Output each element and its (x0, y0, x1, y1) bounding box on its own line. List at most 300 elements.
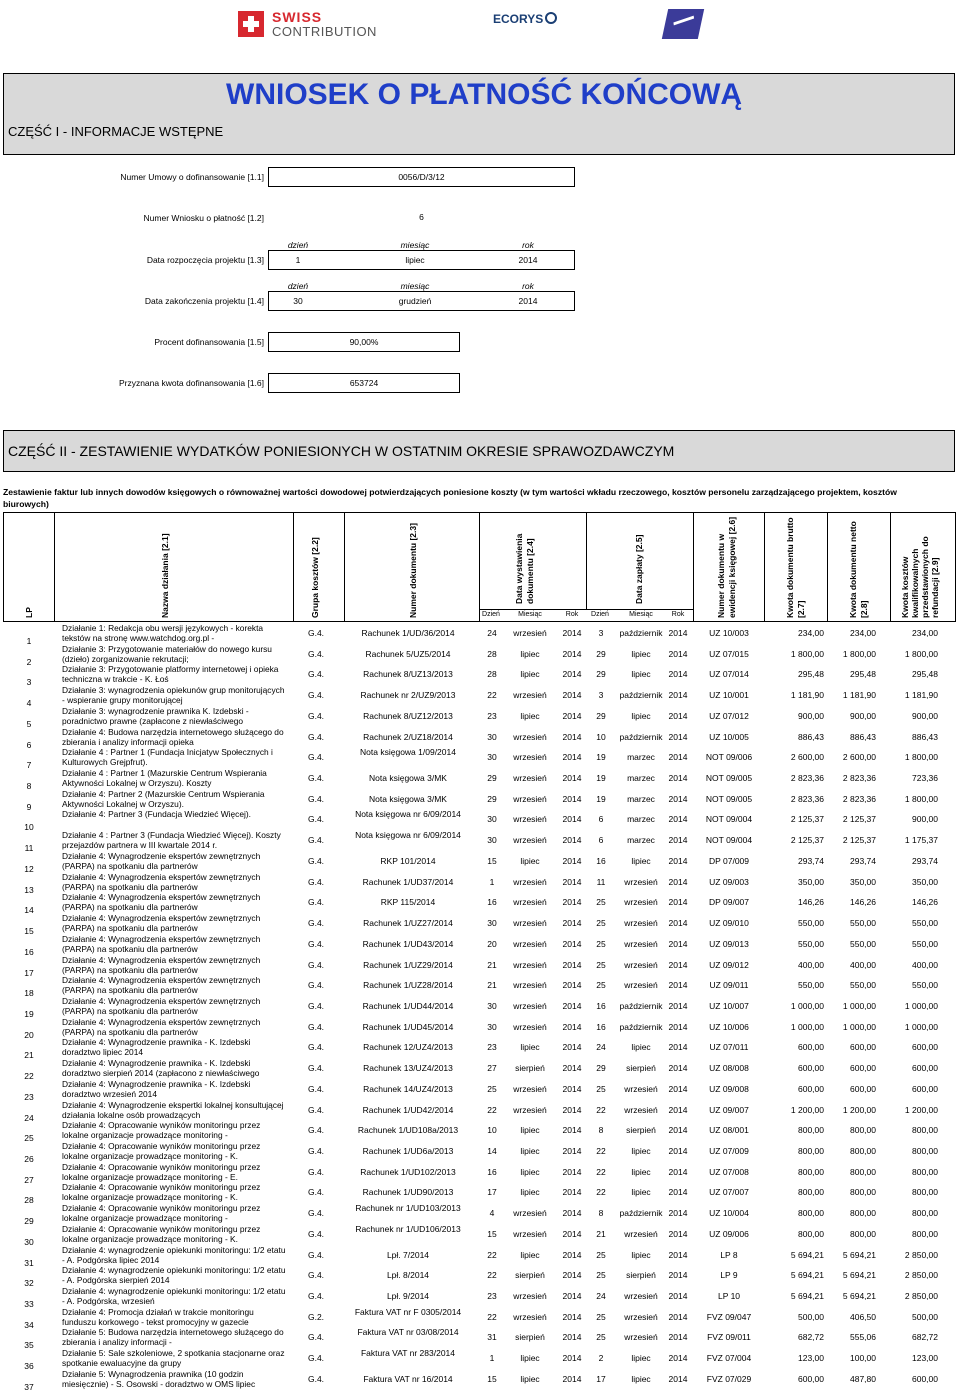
row-net: 800,00 (850, 1146, 876, 1156)
row-gross: 293,74 (798, 855, 824, 866)
row-group: G.4. (307, 1291, 325, 1302)
row-group: G.4. (307, 897, 325, 908)
row-issue-month: wrzesień (513, 1104, 547, 1115)
row-group: G.4. (307, 731, 325, 742)
row-pay-month: lipiec (631, 648, 651, 659)
row-net: 600,00 (850, 1063, 876, 1074)
row-pay-day: 16 (596, 1021, 606, 1032)
header-lp: LP (24, 607, 34, 618)
row-issue-month: wrzesień (513, 897, 547, 908)
swiss-logo-text: SWISS (272, 9, 323, 25)
row-lp: 23 (24, 1091, 34, 1102)
end-day-caption: dzień (287, 281, 309, 291)
row-name: Działanie 4: Wynagrodzenie prawnika - K. Izdebski doradztwo wrzesień 2014 (62, 1078, 251, 1099)
row-name: Działanie 5: Wynagrodzenia prawnika (10 godzin miesięcznie) - S. Osowski - doradztwo w OMS lipiec (62, 1368, 256, 1389)
row-pay-day: 24 (596, 1291, 606, 1302)
row-issue-month: lipiec (520, 1249, 540, 1260)
row-eligible: 800,00 (912, 1228, 938, 1239)
row-issue-day: 22 (487, 1311, 497, 1322)
row-issue-month: wrzesień (513, 1000, 547, 1011)
header-eligible: Kwota kosztów kwalifikowalnych przedstawionych do refundacji [2.9] (900, 536, 940, 618)
row-net: 146,26 (850, 897, 876, 908)
row-issue-month: lipiec (520, 1353, 540, 1364)
wniosek-field[interactable]: 6 (419, 212, 424, 222)
row-issue-year: 2014 (562, 1021, 582, 1032)
row-issue-day: 30 (487, 731, 497, 742)
row-name: Działanie 1: Redakcja obu wersji językowych - korekta tekstów na stronę www.watchdog.org.pl - (62, 623, 264, 643)
row-group: G.4. (307, 1373, 325, 1384)
end-month: grudzień (398, 296, 432, 306)
row-pay-day: 25 (596, 1332, 606, 1343)
row-issue-day: 17 (487, 1187, 497, 1198)
row-name: Działanie 5: Budowa narzędzia internetowego służącego do zbierania i analizy informacji - (62, 1327, 284, 1348)
row-gross: 2 125,37 (790, 814, 824, 825)
row-issue-month: wrzesień (513, 1083, 547, 1094)
row-pay-day: 29 (596, 648, 606, 659)
table-row (0, 830, 960, 854)
sub-pay-month: Miesiąc (629, 611, 653, 618)
row-doc: Nota księgowa 3/MK (369, 773, 447, 784)
row-pay-day: 25 (596, 938, 606, 949)
table-row (0, 1245, 960, 1266)
row-issue-day: 15 (487, 855, 497, 866)
row-issue-month: wrzesień (513, 1208, 547, 1219)
row-issue-day: 29 (487, 793, 497, 804)
row-issue-day: 23 (487, 1291, 497, 1302)
row-pay-day: 25 (596, 959, 606, 970)
row-issue-year: 2014 (562, 980, 582, 991)
row-lp: 10 (24, 822, 34, 833)
row-pay-month: wrzesień (624, 1291, 658, 1302)
row-pay-year: 2014 (668, 628, 688, 638)
row-issue-year: 2014 (562, 1042, 582, 1053)
row-doc: Rachunek 1/UZ29/2014 (363, 959, 453, 970)
row-issue-month: lipiec (520, 1373, 540, 1384)
row-evidence: UZ 09/012 (709, 959, 749, 970)
table-row (0, 1286, 960, 1310)
row-net: 800,00 (850, 1187, 876, 1198)
row-net: 600,00 (850, 1042, 876, 1053)
table-row (0, 727, 960, 748)
row-evidence: UZ 10/001 (709, 690, 749, 701)
row-lp: 4 (26, 698, 32, 709)
row-gross: 800,00 (798, 1146, 824, 1156)
row-pay-year: 2014 (668, 1083, 688, 1094)
row-lp: 22 (24, 1071, 34, 1082)
row-pay-month: wrzesień (624, 1228, 658, 1239)
row-pay-year: 2014 (668, 918, 688, 929)
row-eligible: 1 800,00 (904, 793, 938, 804)
sub-issue-year: Rok (565, 611, 579, 618)
row-eligible: 600,00 (912, 1083, 938, 1094)
row-net: 2 823,36 (842, 793, 876, 804)
table-row (0, 934, 960, 955)
row-eligible: 2 850,00 (904, 1249, 938, 1260)
row-issue-month: wrzesień (513, 793, 547, 804)
row-group: G.4. (307, 1042, 325, 1053)
table-row (0, 955, 960, 976)
table-row (0, 768, 960, 792)
row-net: 800,00 (850, 1228, 876, 1239)
row-pay-month: lipiec (631, 710, 651, 721)
row-pay-year: 2014 (668, 669, 688, 680)
row-doc: Nota księgowa nr 6/09/2014 (355, 809, 461, 820)
row-doc: Rachunek 2/UZ18/2014 (363, 731, 453, 742)
row-lp: 32 (24, 1278, 34, 1289)
row-pay-day: 19 (596, 773, 606, 784)
row-gross: 1 000,00 (790, 1021, 824, 1032)
start-year: 2014 (518, 255, 538, 265)
row-issue-year: 2014 (562, 1063, 582, 1074)
row-issue-month: lipiec (520, 1166, 540, 1177)
row-issue-day: 30 (487, 1021, 497, 1032)
row-pay-day: 11 (596, 876, 606, 887)
row-evidence: UZ 07/009 (709, 1146, 749, 1156)
row-net: 2 125,37 (842, 835, 876, 846)
row-net: 1 181,90 (842, 690, 876, 701)
row-pay-month: marzec (627, 835, 655, 846)
row-pay-day: 25 (596, 1270, 606, 1281)
row-issue-month: lipiec (520, 648, 540, 659)
row-name: Działanie 5: Sale szkoleniowe, 2 spotkania stacjonarne oraz spotkanie ewaluacyjne da grupy (62, 1348, 285, 1369)
row-pay-year: 2014 (668, 1187, 688, 1198)
row-name: Działanie 4: Opracowanie wyników monitoringu przez lokalne organizacje prowadzące monitoring - K. (62, 1223, 261, 1244)
row-eligible: 682,72 (912, 1332, 938, 1343)
row-pay-year: 2014 (668, 959, 688, 970)
kwota-field[interactable]: 653724 (268, 373, 460, 393)
row-doc: Faktura VAT nr F 0305/2014 (354, 1306, 462, 1317)
row-group: G.4. (307, 814, 325, 825)
row-eligible: 900,00 (912, 710, 938, 721)
row-net: 2 823,36 (842, 773, 876, 784)
row-lp: 30 (24, 1236, 34, 1247)
row-name: Działanie 4 : Partner 3 (Fundacja Wiedzieć Więcej). Koszty przejazdów partnera w III kwartale 2014 r. (62, 830, 281, 851)
row-issue-year: 2014 (562, 1228, 582, 1239)
row-issue-year: 2014 (562, 1353, 582, 1364)
row-pay-month: lipiec (631, 855, 651, 866)
table-row (0, 1100, 960, 1121)
umowa-label: Numer Umowy o dofinansowanie [1.1] (120, 172, 264, 182)
row-evidence: UZ 08/008 (709, 1063, 749, 1074)
row-issue-day: 22 (487, 1249, 497, 1260)
row-eligible: 886,43 (912, 731, 938, 742)
row-issue-day: 21 (487, 980, 497, 991)
table-row (0, 851, 960, 872)
row-gross: 600,00 (798, 1063, 824, 1074)
row-pay-day: 25 (596, 897, 606, 908)
row-doc: Rachunek 14/UZ4/2013 (363, 1083, 453, 1094)
row-evidence: DP 07/009 (708, 855, 749, 866)
row-pay-day: 21 (596, 1228, 606, 1239)
row-pay-month: lipiec (631, 1166, 651, 1177)
row-pay-year: 2014 (668, 876, 688, 887)
row-evidence: UZ 07/007 (709, 1187, 749, 1198)
row-name: Działanie 4: Partner 3 (Fundacja Wiedzieć Więcej). (62, 809, 251, 820)
row-issue-year: 2014 (562, 628, 582, 638)
row-pay-year: 2014 (668, 814, 688, 825)
row-issue-day: 30 (487, 918, 497, 929)
row-lp: 33 (24, 1299, 34, 1310)
row-issue-year: 2014 (562, 1104, 582, 1115)
row-pay-day: 19 (596, 793, 606, 804)
table-row (0, 913, 960, 937)
row-gross: 2 125,37 (790, 835, 824, 846)
row-pay-day: 29 (596, 669, 606, 680)
row-pay-year: 2014 (668, 835, 688, 846)
table-row (0, 623, 960, 644)
umowa-field[interactable]: 0056/D/3/12 (268, 167, 575, 187)
row-group: G.4. (307, 1104, 325, 1115)
row-issue-year: 2014 (562, 1125, 582, 1136)
row-lp: 31 (24, 1257, 34, 1268)
row-name: Działanie 4: Wynagrodzenia ekspertów zewnętrznych (PARPA) na spotkaniu dla partnerów (62, 954, 261, 975)
row-pay-month: październik (619, 1208, 663, 1219)
row-issue-year: 2014 (562, 918, 582, 929)
row-pay-day: 2 (598, 1353, 604, 1364)
row-issue-day: 10 (487, 1125, 497, 1136)
row-evidence: UZ 10/006 (709, 1021, 749, 1032)
row-issue-year: 2014 (562, 1270, 582, 1281)
row-issue-month: wrzesień (513, 1291, 547, 1302)
row-doc: Rachunek 1/UD45/2014 (362, 1021, 454, 1032)
row-eligible: 600,00 (912, 1063, 938, 1074)
row-issue-month: lipiec (520, 669, 540, 680)
start-month: lipiec (405, 255, 425, 265)
header-net: Kwota dokumentu netto [2.8] (848, 521, 869, 618)
row-pay-month: październik (619, 690, 663, 701)
row-group: G.4. (307, 1083, 325, 1094)
row-pay-day: 25 (596, 980, 606, 991)
logo-bar (0, 6, 960, 42)
row-evidence: UZ 09/011 (709, 980, 749, 991)
row-lp: 16 (24, 946, 34, 957)
row-pay-day: 3 (598, 628, 604, 638)
row-issue-year: 2014 (562, 814, 582, 825)
row-pay-day: 22 (596, 1104, 606, 1115)
row-name: Działanie 4: Partner 2 (Mazurskie Centrum Wspierania Aktywności Lokalnej w Orzyszu). (62, 788, 265, 809)
row-gross: 350,00 (798, 876, 824, 887)
row-pay-year: 2014 (668, 1063, 688, 1074)
start-month-caption: miesiąc (400, 240, 430, 250)
row-doc: Lpł. 7/2014 (386, 1249, 430, 1260)
row-eligible: 1 181,90 (904, 690, 938, 701)
row-net: 800,00 (850, 1125, 876, 1136)
row-pay-month: wrzesień (624, 1332, 658, 1343)
row-pay-day: 8 (598, 1208, 604, 1219)
row-evidence: UZ 07/015 (709, 648, 749, 659)
row-group: G.4. (307, 1125, 325, 1136)
table-row (0, 1120, 960, 1144)
row-pay-month: lipiec (631, 1353, 651, 1364)
row-pay-day: 16 (596, 855, 606, 866)
row-issue-day: 27 (487, 1063, 497, 1074)
row-eligible: 123,00 (912, 1353, 938, 1364)
table-row (0, 1141, 960, 1162)
row-name: Działanie 4: Wynagrodzenie ekspertów zewnętrznych (PARPA) na spotkaniu dla partnerów (62, 850, 261, 871)
row-net: 350,00 (850, 876, 876, 887)
row-issue-month: lipiec (520, 1042, 540, 1053)
procent-label: Procent dofinansowania [1.5] (154, 337, 264, 347)
row-pay-year: 2014 (668, 1332, 688, 1343)
row-gross: 682,72 (798, 1332, 824, 1343)
row-evidence: FVZ 09/011 (707, 1332, 751, 1343)
row-name: Działanie 4: Wynagrodzenia ekspertów zewnętrznych (PARPA) na spotkaniu dla partnerów (62, 975, 261, 996)
row-gross: 600,00 (798, 1373, 824, 1384)
row-doc: Rachunek 1/UD90/2013 (362, 1187, 454, 1198)
table-row (0, 1224, 960, 1245)
row-pay-month: lipiec (631, 1042, 651, 1053)
row-name: Działanie 4: Wynagrodzenia ekspertów zewnętrznych (PARPA) na spotkaniu dla partnerów (62, 1016, 261, 1037)
row-issue-month: lipiec (520, 710, 540, 721)
row-issue-year: 2014 (562, 1083, 582, 1094)
row-issue-month: wrzesień (513, 773, 547, 784)
row-issue-day: 1 (489, 876, 495, 887)
row-group: G.4. (307, 918, 325, 929)
row-net: 800,00 (850, 1166, 876, 1177)
row-group: G.4. (307, 1063, 325, 1074)
row-gross: 2 600,00 (790, 752, 824, 763)
row-name: Działanie 4: Opracowanie wyników monitoringu przez lokalne organizacje prowadzące monitoring - E. (62, 1161, 261, 1182)
row-issue-month: wrzesień (513, 731, 547, 742)
sub-issue-day: Dzień (482, 611, 500, 618)
row-doc: Nota księgowa 3/MK (369, 793, 447, 804)
row-pay-year: 2014 (668, 1311, 688, 1322)
row-pay-month: wrzesień (624, 938, 658, 949)
row-issue-day: 4 (489, 1208, 495, 1219)
row-name: Działanie 4: Promocja działań w trakcie monitoringu funduszu korkowego - tekst promocyjny w gazecie (62, 1306, 254, 1327)
row-issue-year: 2014 (562, 855, 582, 866)
row-net: 550,00 (850, 938, 876, 949)
row-issue-day: 15 (487, 1228, 497, 1239)
row-name: Działanie 4: Opracowanie wyników monitoringu przez lokalne organizacje prowadzące monitoring - K. (62, 1182, 261, 1203)
row-doc: Rachunek 1/UD/36/2014 (361, 628, 455, 638)
row-pay-month: wrzesień (624, 980, 658, 991)
row-lp: 6 (26, 739, 32, 750)
row-net: 400,00 (850, 959, 876, 970)
row-net: 1 800,00 (842, 648, 876, 659)
row-doc: Rachunek nr 2/UZ9/2013 (360, 690, 456, 701)
ecorys-logo (493, 12, 557, 26)
row-doc: Rachunek nr 1/UD103/2013 (355, 1203, 461, 1214)
row-issue-year: 2014 (562, 1332, 582, 1343)
row-pay-year: 2014 (668, 773, 688, 784)
row-pay-year: 2014 (668, 752, 688, 763)
end-year: 2014 (518, 296, 538, 306)
row-evidence: FVZ 07/004 (706, 1353, 752, 1364)
row-pay-day: 29 (596, 710, 606, 721)
row-gross: 800,00 (798, 1228, 824, 1239)
row-gross: 500,00 (798, 1311, 824, 1322)
swiss-contribution-logo (238, 9, 390, 43)
table-row (0, 1079, 960, 1100)
header-name: Nazwa działania [2.1] (160, 533, 170, 618)
row-issue-day: 30 (487, 814, 497, 825)
row-evidence: UZ 09/010 (709, 918, 749, 929)
row-issue-month: lipiec (520, 1146, 540, 1156)
row-eligible: 293,74 (912, 855, 938, 866)
row-issue-month: wrzesień (513, 959, 547, 970)
row-issue-month: lipiec (520, 1187, 540, 1198)
row-lp: 35 (24, 1340, 34, 1351)
row-name: Działanie 4 : Partner 1 (Mazurskie Centrum Wspierania Aktywności Lokalnej w Orzyszu). Koszty (62, 768, 267, 789)
row-name: Działanie 4: Opracowanie wyników monitoringu przez lokalne organizacje prowadzące monitoring - (62, 1203, 261, 1224)
swiss-flag-icon (238, 11, 264, 37)
row-net: 1 000,00 (842, 1021, 876, 1032)
row-gross: 2 823,36 (790, 773, 824, 784)
row-name: Działanie 4: Wynagrodzenia ekspertów zewnętrznych (PARPA) na spotkaniu dla partnerów (62, 933, 261, 954)
row-lp: 19 (24, 1008, 34, 1019)
row-evidence: DP 09/007 (708, 897, 749, 908)
row-pay-year: 2014 (668, 710, 688, 721)
row-net: 234,00 (850, 628, 876, 638)
row-evidence: UZ 09/008 (709, 1083, 749, 1094)
row-lp: 15 (24, 926, 34, 937)
header-lp-cell (3, 512, 55, 622)
row-pay-year: 2014 (668, 1353, 688, 1364)
row-doc: Rachunek 5/UZ5/2014 (365, 648, 451, 659)
row-lp: 2 (26, 656, 32, 667)
row-gross: 800,00 (798, 1166, 824, 1177)
row-eligible: 234,00 (912, 628, 938, 638)
table-row (0, 1307, 960, 1328)
row-issue-day: 15 (487, 1373, 497, 1384)
row-eligible: 800,00 (912, 1125, 938, 1136)
row-group: G.4. (307, 1228, 325, 1239)
row-pay-day: 19 (596, 752, 606, 763)
row-doc: Rachunek 8/UZ13/2013 (363, 669, 453, 680)
table-row (0, 1182, 960, 1206)
row-eligible: 350,00 (912, 876, 938, 887)
row-issue-year: 2014 (562, 710, 582, 721)
row-pay-year: 2014 (668, 690, 688, 701)
row-lp: 21 (24, 1050, 34, 1061)
row-issue-month: wrzesień (513, 1021, 547, 1032)
row-doc: Nota księgowa nr 6/09/2014 (355, 830, 461, 841)
row-eligible: 2 850,00 (904, 1291, 938, 1302)
table-row (0, 1017, 960, 1038)
row-gross: 400,00 (798, 959, 824, 970)
row-name: Działanie 4 : Partner 1 (Fundacja Inicjatyw Społecznych i Kulturowych Grejpfrut). (62, 747, 273, 768)
procent-field[interactable]: 90,00% (268, 332, 460, 352)
row-lp: 28 (24, 1195, 34, 1206)
header-gross: Kwota dokumentu brutto [2.7] (785, 517, 806, 618)
row-gross: 600,00 (798, 1083, 824, 1094)
table-row (0, 747, 960, 771)
row-gross: 146,26 (798, 897, 824, 908)
row-evidence: UZ 07/011 (709, 1042, 749, 1053)
row-pay-day: 22 (596, 1187, 606, 1198)
table-row (0, 1265, 960, 1289)
row-issue-year: 2014 (562, 1373, 582, 1384)
row-issue-day: 28 (487, 669, 497, 680)
row-evidence: UZ 09/006 (709, 1228, 749, 1239)
row-pay-year: 2014 (668, 731, 688, 742)
header-doc: Numer dokumentu [2.3] (408, 523, 418, 618)
row-doc: Faktura VAT nr 16/2014 (363, 1373, 453, 1384)
row-pay-month: lipiec (631, 1373, 651, 1384)
row-name: Działanie 4: wynagrodzenie opiekunki monitoringu: 1/2 etatu - A. Podgórska, wrzesień (62, 1286, 286, 1307)
row-evidence: UZ 08/001 (709, 1125, 749, 1136)
row-issue-month: wrzesień (513, 980, 547, 991)
row-doc: Rachunek 8/UZ12/2013 (363, 710, 453, 721)
row-issue-day: 30 (487, 1000, 497, 1011)
row-gross: 1 000,00 (790, 1000, 824, 1011)
row-gross: 123,00 (798, 1353, 824, 1364)
row-gross: 800,00 (798, 1187, 824, 1198)
wniosek-label: Numer Wniosku o płatność [1.2] (143, 213, 264, 223)
row-eligible: 600,00 (912, 1042, 938, 1053)
row-pay-day: 29 (596, 1063, 606, 1074)
